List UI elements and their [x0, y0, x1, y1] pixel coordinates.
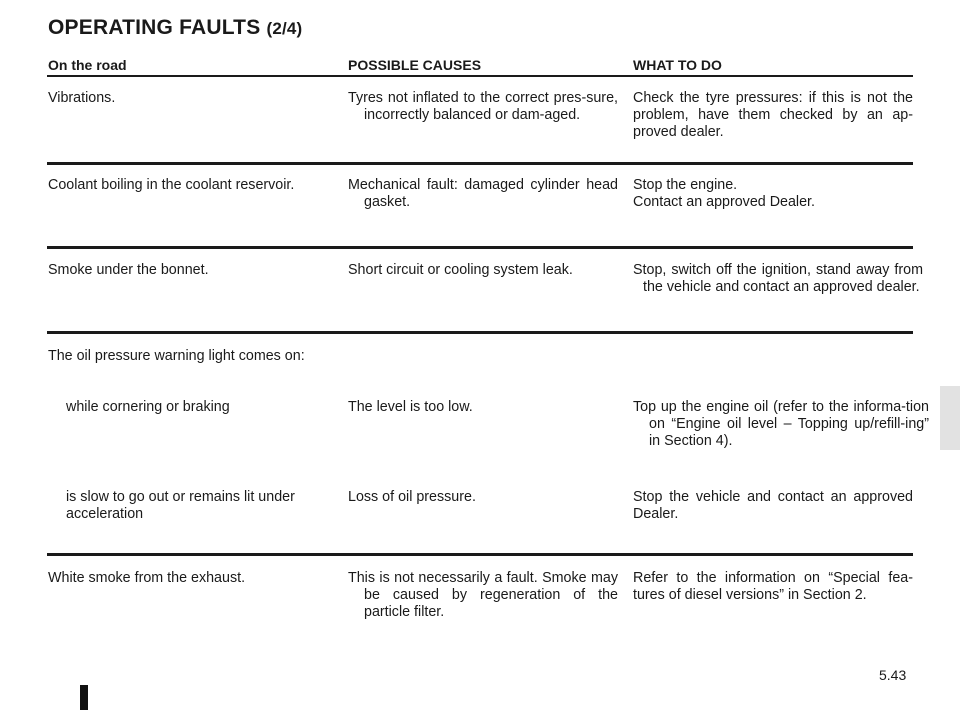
action-coolant-boiling	[633, 177, 913, 211]
cause-vibrations: Tyres not inflated to the correct pres-sure, incorrectly balanced or dam-aged.	[348, 90, 618, 123]
fault-oil-cornering: while cornering or braking	[66, 399, 230, 415]
fault-oil-acceleration: is slow to go out or remains lit under acceleration	[66, 489, 295, 522]
header-rule	[47, 75, 913, 77]
cause-oil-cornering: The level is too low.	[348, 399, 473, 415]
action-oil-acceleration: Stop the vehicle and contact an approved Dealer.	[633, 489, 913, 522]
page-edge-mark	[80, 685, 88, 710]
page-title-suffix: (2/4)	[266, 19, 303, 38]
page-title	[48, 16, 302, 40]
action-oil-cornering: Top up the engine oil (refer to the informa-tion on “Engine oil level – Topping up/refill-ing” in Section 4).	[633, 399, 929, 449]
cause-oil-acceleration: Loss of oil pressure.	[348, 489, 476, 505]
action-line: Contact an approved Dealer.	[633, 194, 816, 210]
fault-vibrations: Vibrations.	[48, 90, 116, 106]
fault-white-smoke: White smoke from the exhaust.	[48, 570, 246, 586]
column-header-on-the-road: On the road	[48, 57, 127, 73]
fault-coolant-boiling: Coolant boiling in the coolant reservoir.	[48, 177, 295, 193]
row-divider	[47, 553, 913, 556]
row-divider	[47, 331, 913, 334]
page-title-text: OPERATING FAULTS	[48, 16, 261, 39]
fault-oil-pressure: The oil pressure warning light comes on:	[48, 348, 305, 364]
action-vibrations: Check the tyre pressures: if this is not the problem, have them checked by an ap-proved dealer.	[633, 90, 913, 140]
cause-white-smoke: This is not necessarily a fault. Smoke may be caused by regeneration of the particle filter.	[348, 570, 618, 620]
cause-coolant-boiling: Mechanical fault: damaged cylinder head gasket.	[348, 177, 618, 210]
page-number: 5.43	[879, 667, 907, 683]
row-divider	[47, 246, 913, 249]
action-smoke-bonnet: Stop, switch off the ignition, stand away from the vehicle and contact an approved dealer.	[633, 262, 923, 295]
fault-smoke-bonnet: Smoke under the bonnet.	[48, 262, 209, 278]
section-tab	[940, 386, 960, 450]
column-header-what-to-do: WHAT TO DO	[633, 57, 722, 73]
column-header-possible-causes: POSSIBLE CAUSES	[348, 57, 482, 73]
cause-smoke-bonnet: Short circuit or cooling system leak.	[348, 262, 573, 278]
action-white-smoke: Refer to the information on “Special fea-tures of diesel versions” in Section 2.	[633, 570, 913, 603]
row-divider	[47, 162, 913, 165]
action-line: Stop the engine.	[633, 177, 738, 193]
